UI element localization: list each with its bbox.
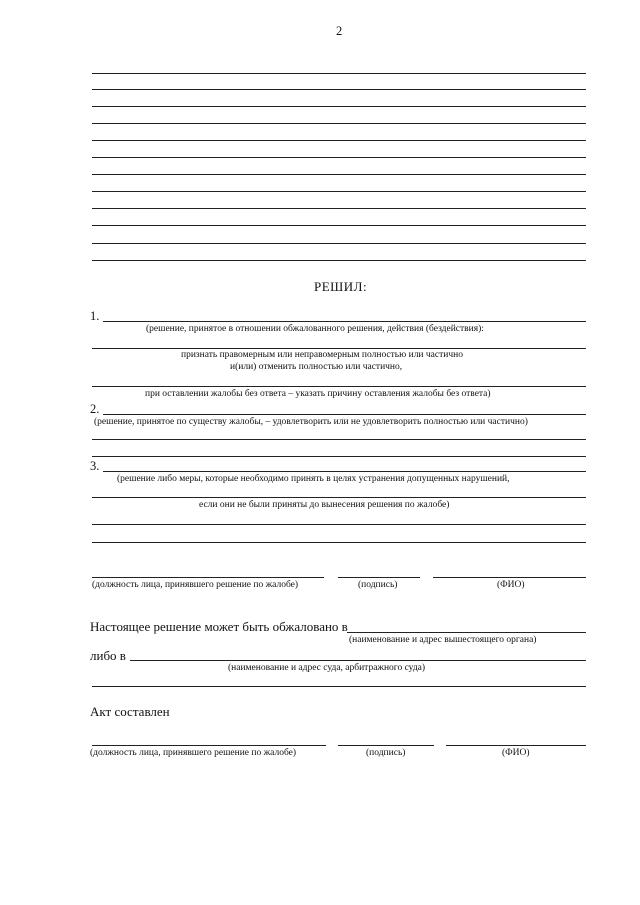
- sign2-signature-line: [338, 745, 434, 746]
- item3-number: 3.: [90, 459, 100, 473]
- item1-caption-3: и(или) отменить полностью или частично,: [230, 362, 403, 372]
- appeal-or-text: либо в: [90, 648, 126, 663]
- item3-fill-line: [92, 542, 586, 543]
- appeal-text: Настоящее решение может быть обжаловано в: [90, 619, 348, 634]
- ruled-line: [92, 157, 586, 158]
- appeal-authority-line: [347, 632, 586, 633]
- section-heading: РЕШИЛ:: [314, 279, 368, 294]
- sign2-signature-caption: (подпись): [366, 748, 406, 758]
- sign2-name-caption: (ФИО): [502, 748, 530, 758]
- item1-number: 1.: [90, 309, 100, 323]
- ruled-line: [92, 191, 586, 192]
- ruled-line: [92, 260, 586, 261]
- ruled-line: [92, 174, 586, 175]
- item3-caption-1: (решение либо меры, которые необходимо принять в целях устранения допущенных нарушений,: [117, 474, 510, 484]
- item1-fill-line: [103, 321, 586, 322]
- sign2-position-line: [92, 745, 326, 746]
- sign1-signature-line: [338, 577, 420, 578]
- sign1-name-line: [433, 577, 586, 578]
- ruled-line: [92, 89, 586, 90]
- ruled-line: [92, 106, 586, 107]
- sign1-signature-caption: (подпись): [358, 580, 398, 590]
- item2-fill-line: [92, 456, 586, 457]
- sign2-position-caption: (должность лица, принявшего решение по жалобе): [90, 748, 297, 758]
- sign1-position-line: [92, 577, 324, 578]
- ruled-line: [92, 208, 586, 209]
- ruled-line: [92, 140, 586, 141]
- item3-fill-line: [92, 497, 586, 498]
- act-text: Акт составлен: [90, 704, 170, 719]
- item1-fill-line: [92, 386, 586, 387]
- item2-caption-1: (решение, принятое по существу жалобы, – удовлетворить или не удовлетворить полностью или частично): [94, 417, 528, 427]
- ruled-line: [92, 225, 586, 226]
- item2-fill-line: [103, 414, 586, 415]
- item1-caption-2: признать правомерным или неправомерным полностью или частично: [181, 350, 463, 360]
- sign2-name-line: [446, 745, 586, 746]
- ruled-line: [92, 123, 586, 124]
- item2-fill-line: [92, 439, 586, 440]
- appeal-court-caption: (наименование и адрес суда, арбитражного суда): [228, 663, 426, 673]
- ruled-line: [92, 243, 586, 244]
- sign1-name-caption: (ФИО): [497, 580, 525, 590]
- item1-fill-line: [92, 348, 586, 349]
- appeal-extra-line: [92, 686, 586, 687]
- sign1-position-caption: (должность лица, принявшего решение по жалобе): [92, 580, 299, 590]
- page-number: 2: [336, 24, 343, 38]
- item3-caption-2: если они не были приняты до вынесения решения по жалобе): [199, 500, 450, 510]
- item1-caption-1: (решение, принятое в отношении обжалованного решения, действия (бездействия):: [146, 324, 484, 334]
- appeal-court-line: [130, 660, 586, 661]
- appeal-authority-caption: (наименование и адрес вышестоящего органа): [349, 635, 537, 645]
- ruled-line: [92, 73, 586, 74]
- item3-fill-line: [103, 471, 586, 472]
- item2-number: 2.: [90, 402, 100, 416]
- item1-caption-4: при оставлении жалобы без ответа – указать причину оставления жалобы без ответа): [145, 389, 491, 399]
- item3-fill-line: [92, 524, 586, 525]
